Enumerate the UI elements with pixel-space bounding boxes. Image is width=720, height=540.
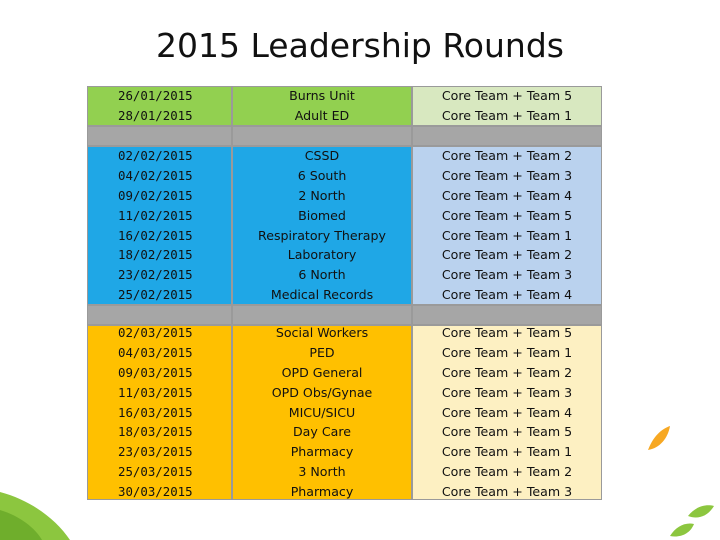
date-text: 26/01/2015 [118, 88, 193, 104]
date-text: 11/03/2015 [118, 384, 193, 400]
date-text: 09/02/2015 [118, 187, 193, 203]
team-text: Core Team + Team 3 [441, 168, 573, 184]
location-text: OPD Obs/Gynae [271, 384, 373, 400]
location-text: 6 North [298, 267, 346, 283]
date-text: 04/03/2015 [118, 345, 193, 361]
location-text: 3 North [298, 464, 346, 479]
separator-cell [412, 305, 602, 325]
location-text: Pharmacy [290, 444, 354, 460]
team-text: Core Team + Team 2 [441, 365, 573, 381]
date-text: 25/03/2015 [118, 464, 193, 479]
date-text: 09/03/2015 [118, 365, 193, 381]
leaves-decoration [640, 420, 720, 540]
separator-cell [232, 126, 412, 146]
date-text: 16/02/2015 [118, 227, 193, 243]
rounds-table [87, 86, 602, 506]
location-text: Laboratory [287, 247, 357, 263]
february-teams-cell [412, 146, 602, 305]
date-text: 02/02/2015 [118, 148, 193, 164]
separator-cell [232, 305, 412, 325]
separator-cell [87, 305, 232, 325]
march-locations-cell [232, 325, 412, 500]
location-text: Respiratory Therapy [258, 227, 386, 243]
team-text: Core Team + Team 2 [441, 247, 573, 263]
date-text: 23/02/2015 [118, 267, 193, 283]
team-text: Core Team + Team 5 [441, 207, 573, 223]
date-text: 18/03/2015 [118, 424, 193, 440]
team-text: Core Team + Team 1 [441, 345, 573, 361]
location-text: Burns Unit [289, 88, 355, 104]
february-dates-cell [87, 146, 232, 305]
separator-cell [87, 126, 232, 146]
green-swoosh-decoration [0, 470, 90, 540]
date-text: 16/03/2015 [118, 404, 193, 420]
team-text: Core Team + Team 1 [441, 227, 573, 243]
location-text: Day Care [292, 424, 352, 440]
march-dates-cell [87, 325, 232, 500]
separator-cell [412, 126, 602, 146]
location-text: Adult ED [294, 108, 350, 123]
date-text: 11/02/2015 [118, 207, 193, 223]
team-text: Core Team + Team 3 [441, 267, 573, 283]
team-text: Core Team + Team 5 [441, 424, 573, 440]
february-locations-cell [232, 146, 412, 305]
date-text: 04/02/2015 [118, 168, 193, 184]
team-text: Core Team + Team 1 [441, 444, 573, 460]
slide-title: 2015 Leadership Rounds [156, 26, 564, 65]
date-text: 18/02/2015 [118, 247, 193, 263]
location-text: Social Workers [275, 325, 369, 341]
date-text: 25/02/2015 [118, 286, 193, 302]
location-text: 6 South [297, 168, 347, 184]
march-teams-cell [412, 325, 602, 500]
january-dates-cell [87, 86, 232, 126]
team-text: Core Team + Team 5 [441, 325, 573, 341]
location-text: 2 North [298, 187, 346, 203]
team-text: Core Team + Team 2 [441, 464, 573, 479]
january-locations-cell [232, 86, 412, 126]
location-text: Pharmacy [290, 483, 354, 499]
location-text: OPD General [281, 365, 363, 381]
team-text: Core Team + Team 3 [441, 483, 573, 499]
date-text: 28/01/2015 [118, 108, 193, 123]
team-text: Core Team + Team 4 [441, 404, 573, 420]
team-text: Core Team + Team 4 [441, 187, 573, 203]
date-text: 23/03/2015 [118, 444, 193, 460]
location-text: CSSD [304, 148, 340, 164]
location-text: Biomed [298, 207, 346, 223]
team-text: Core Team + Team 5 [441, 88, 573, 104]
january-teams-cell [412, 86, 602, 126]
location-text: Medical Records [270, 286, 374, 302]
date-text: 30/03/2015 [118, 483, 193, 499]
team-text: Core Team + Team 3 [441, 384, 573, 400]
team-text: Core Team + Team 1 [441, 108, 573, 123]
team-text: Core Team + Team 4 [441, 286, 573, 302]
location-text: PED [309, 345, 335, 361]
location-text: MICU/SICU [288, 404, 356, 420]
date-text: 02/03/2015 [118, 325, 193, 341]
team-text: Core Team + Team 2 [441, 148, 573, 164]
